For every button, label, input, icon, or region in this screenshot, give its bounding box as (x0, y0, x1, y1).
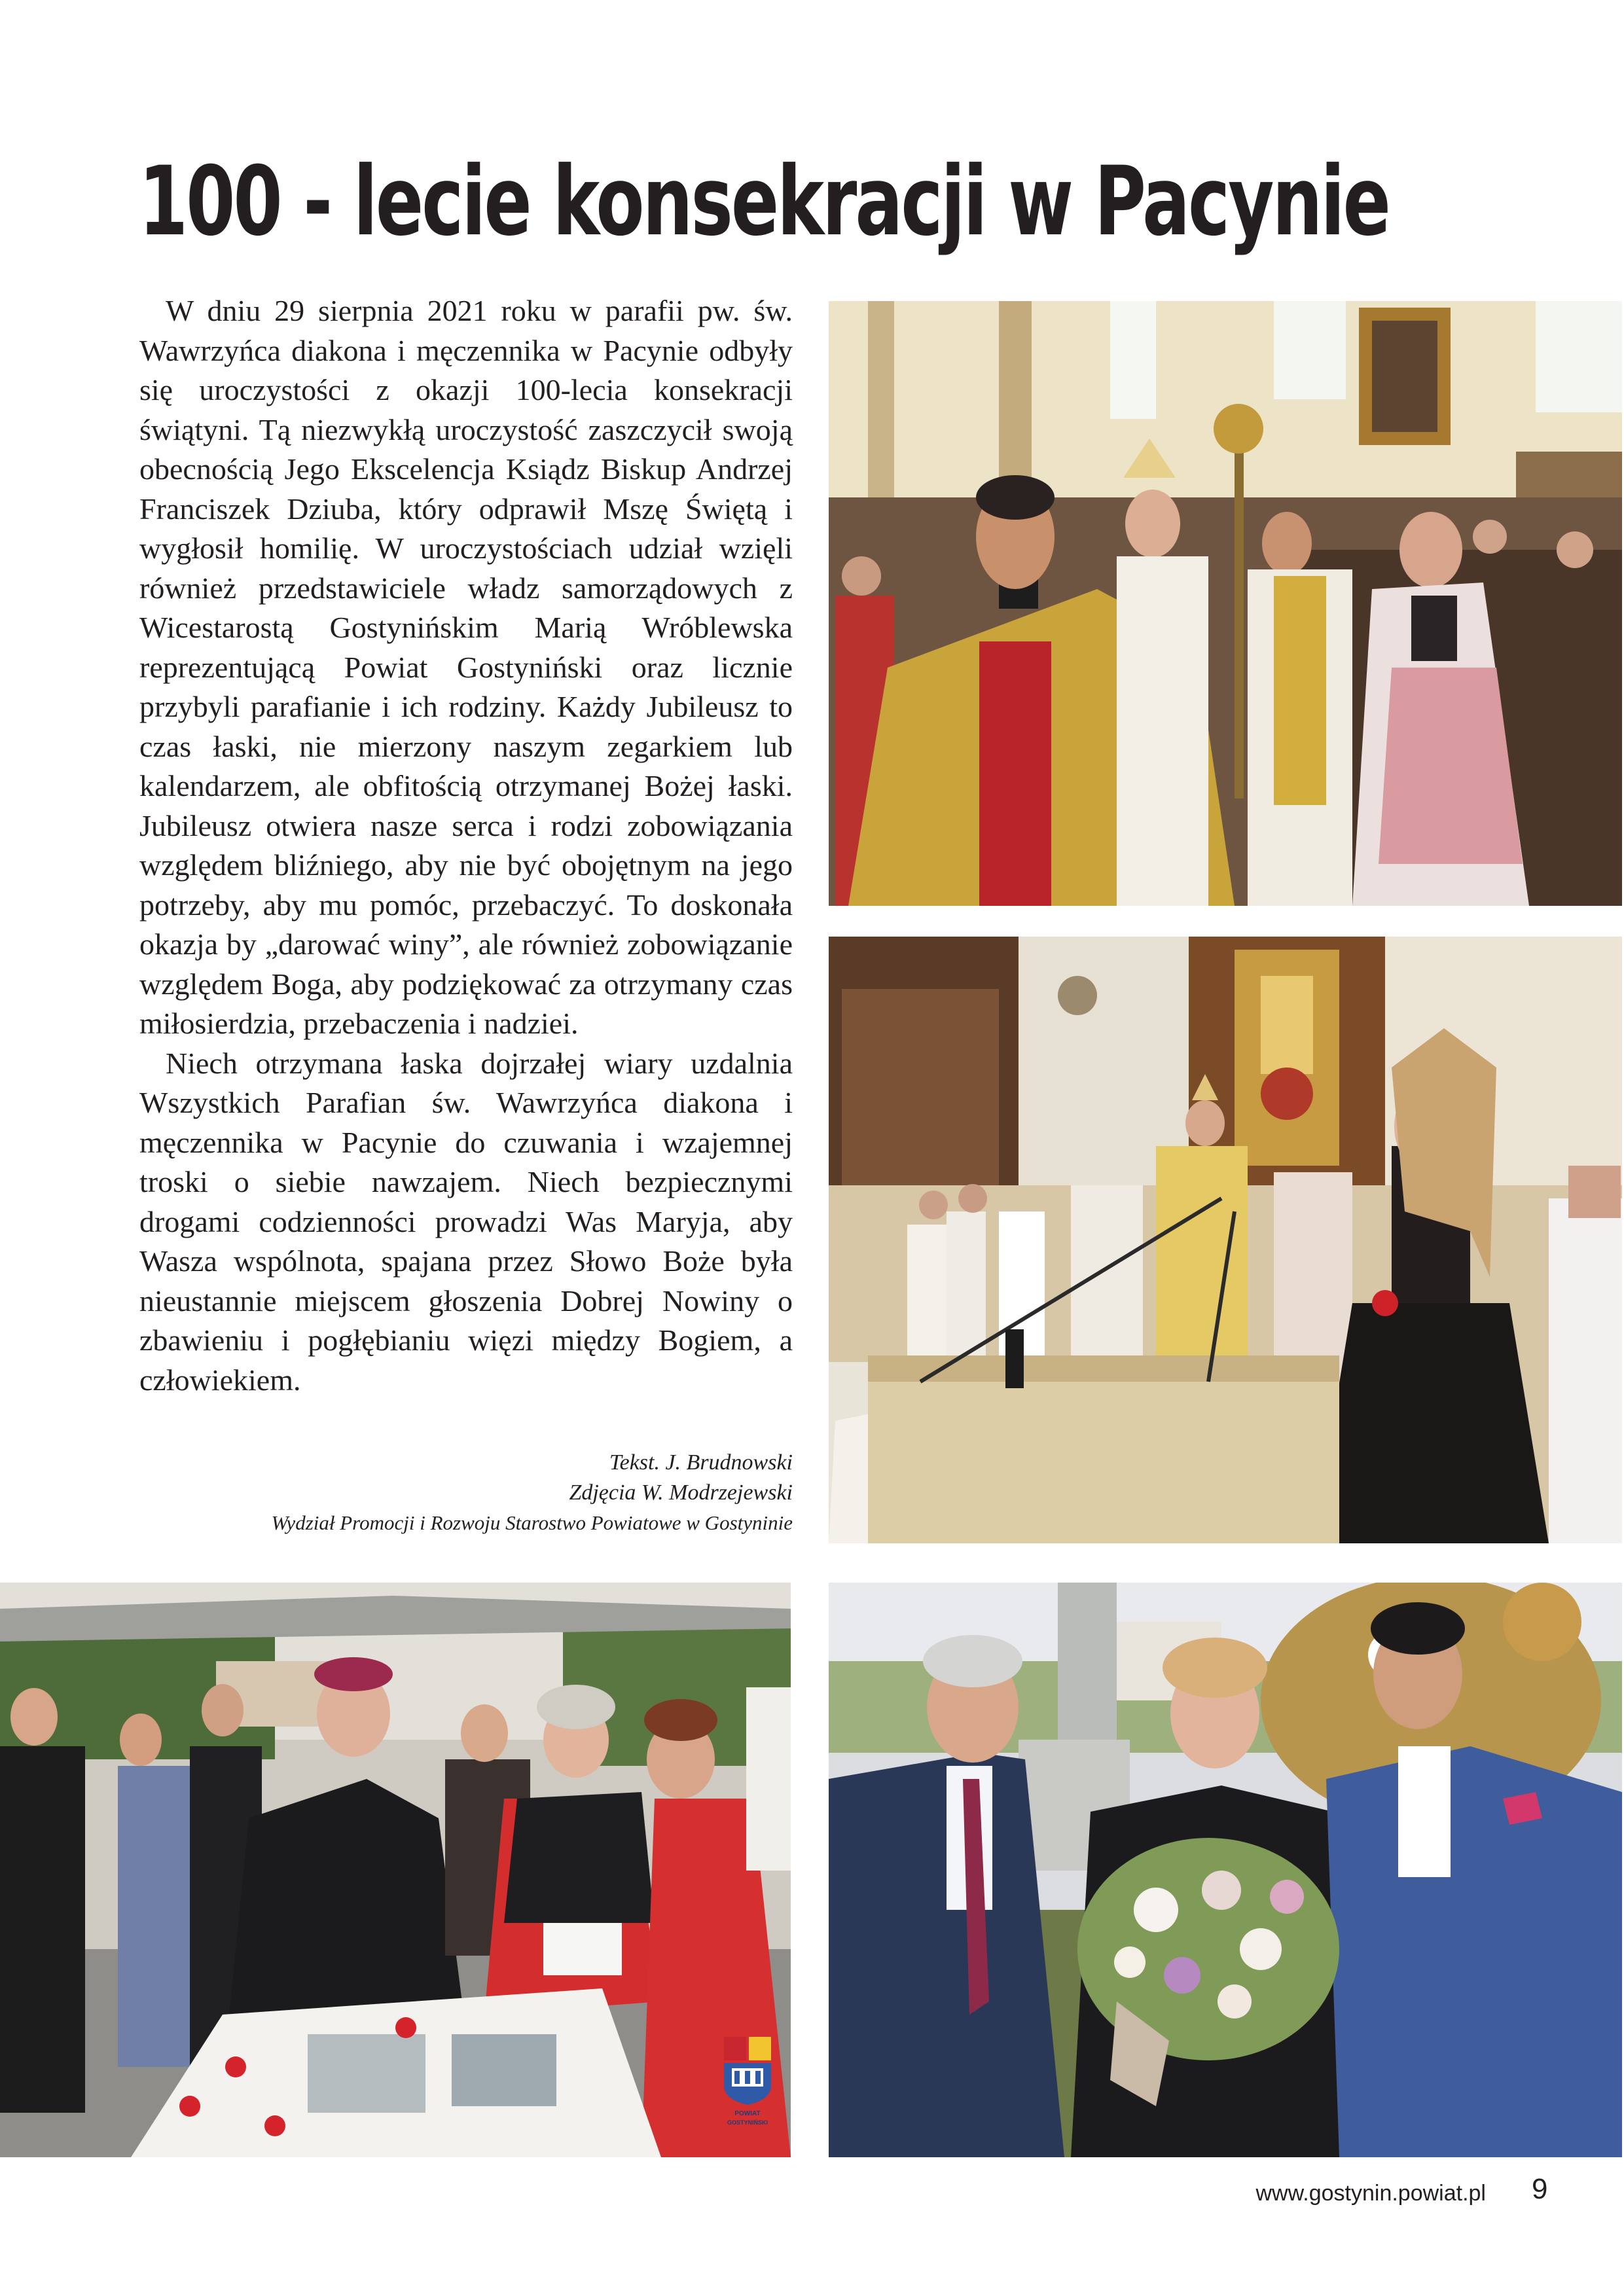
article-paragraph-2: Niech otrzymana łaska dojrzałej wiary uzdalnia Wszystkich Parafian św. Wawrzyńca diakona i męczennika w Pacynie do czuwania i wzajemnej troski o siebie nawzajem. Niech bezpiecznymi drogami codzienności prowadzi Was Maryja, aby Wasza wspólnota, spajana przez Słowo Boże była nieustannie miejscem głoszenia Dobrej Nowiny o zbawieniu i pogłębianiu więzi między Bogiem, a człowiekiem. (139, 1046, 793, 1397)
church-procession-photo (829, 301, 1622, 906)
speech-at-lectern-photo (829, 937, 1622, 1543)
group-with-flowers-image (829, 1583, 1622, 2157)
article-paragraph-1: W dniu 29 sierpnia 2021 roku w parafii pw. św. Wawrzyńca diakona i męczennika w Pacynie odbyły się uroczystości z okazji 100-lecia konsekracji świątyni. Tą niezwykłą uroczystość zaszczycił swoją obecnością Jego Ekscelencja Ksiądz Biskup Andrzej Franciszek Dziuba, który odprawił Mszę Świętą i wygłosił homilię. W uroczystościach udział wzięli również przedstawiciele władz samorządowych z Wicestarostą Gostynińskim Marią Wróblewska reprezentującą Powiat Gostyniński oraz licznie przybyli parafianie i ich rodziny. Każdy Jubileusz to czas łaski, nie mierzony naszym zegarkiem lub kalendarzem, ale obfitością otrzymanej Bożej łaski. Jubileusz otwiera nasze serca i rodzi zobowiązania względem bliźniego, aby nie być obojętnym na jego potrzeby, aby mu pomóc, przebaczyć. To doskonała okazja by „darować winy”, ale również zobowiązanie względem Boga, aby podziękować za otrzymany czas miłosierdzia, przebaczenia i nadziei. (139, 294, 793, 1040)
speech-at-lectern-image (829, 937, 1622, 1543)
article-body (139, 291, 793, 1400)
credit-department: Wydział Promocji i Rozwoju Starostwo Powiatowe w Gostyninie (271, 1511, 793, 1534)
credit-photo-author: Zdjęcia W. Modrzejewski (569, 1480, 793, 1505)
powiat-gostyninski-crest (720, 2034, 775, 2130)
church-procession-image (829, 301, 1622, 906)
crest-label-powiat: POWIAT (734, 2110, 761, 2117)
footer-website-link[interactable]: www.gostynin.powiat.pl (1255, 2181, 1486, 2206)
page-number: 9 (1532, 2173, 1548, 2205)
crest-label-gostyninski: GOSTYNIŃSKI (727, 2119, 768, 2126)
article-title: 100 - lecie konsekracji w Pacynie (139, 146, 1389, 257)
crest-shield-icon (720, 2034, 775, 2130)
bishop-cutting-cake-image (0, 1583, 791, 2157)
credit-text-author: Tekst. J. Brudnowski (609, 1450, 793, 1475)
group-with-flowers-photo (829, 1583, 1622, 2157)
bishop-cutting-cake-photo (0, 1583, 791, 2157)
article-credits (139, 1448, 793, 1538)
